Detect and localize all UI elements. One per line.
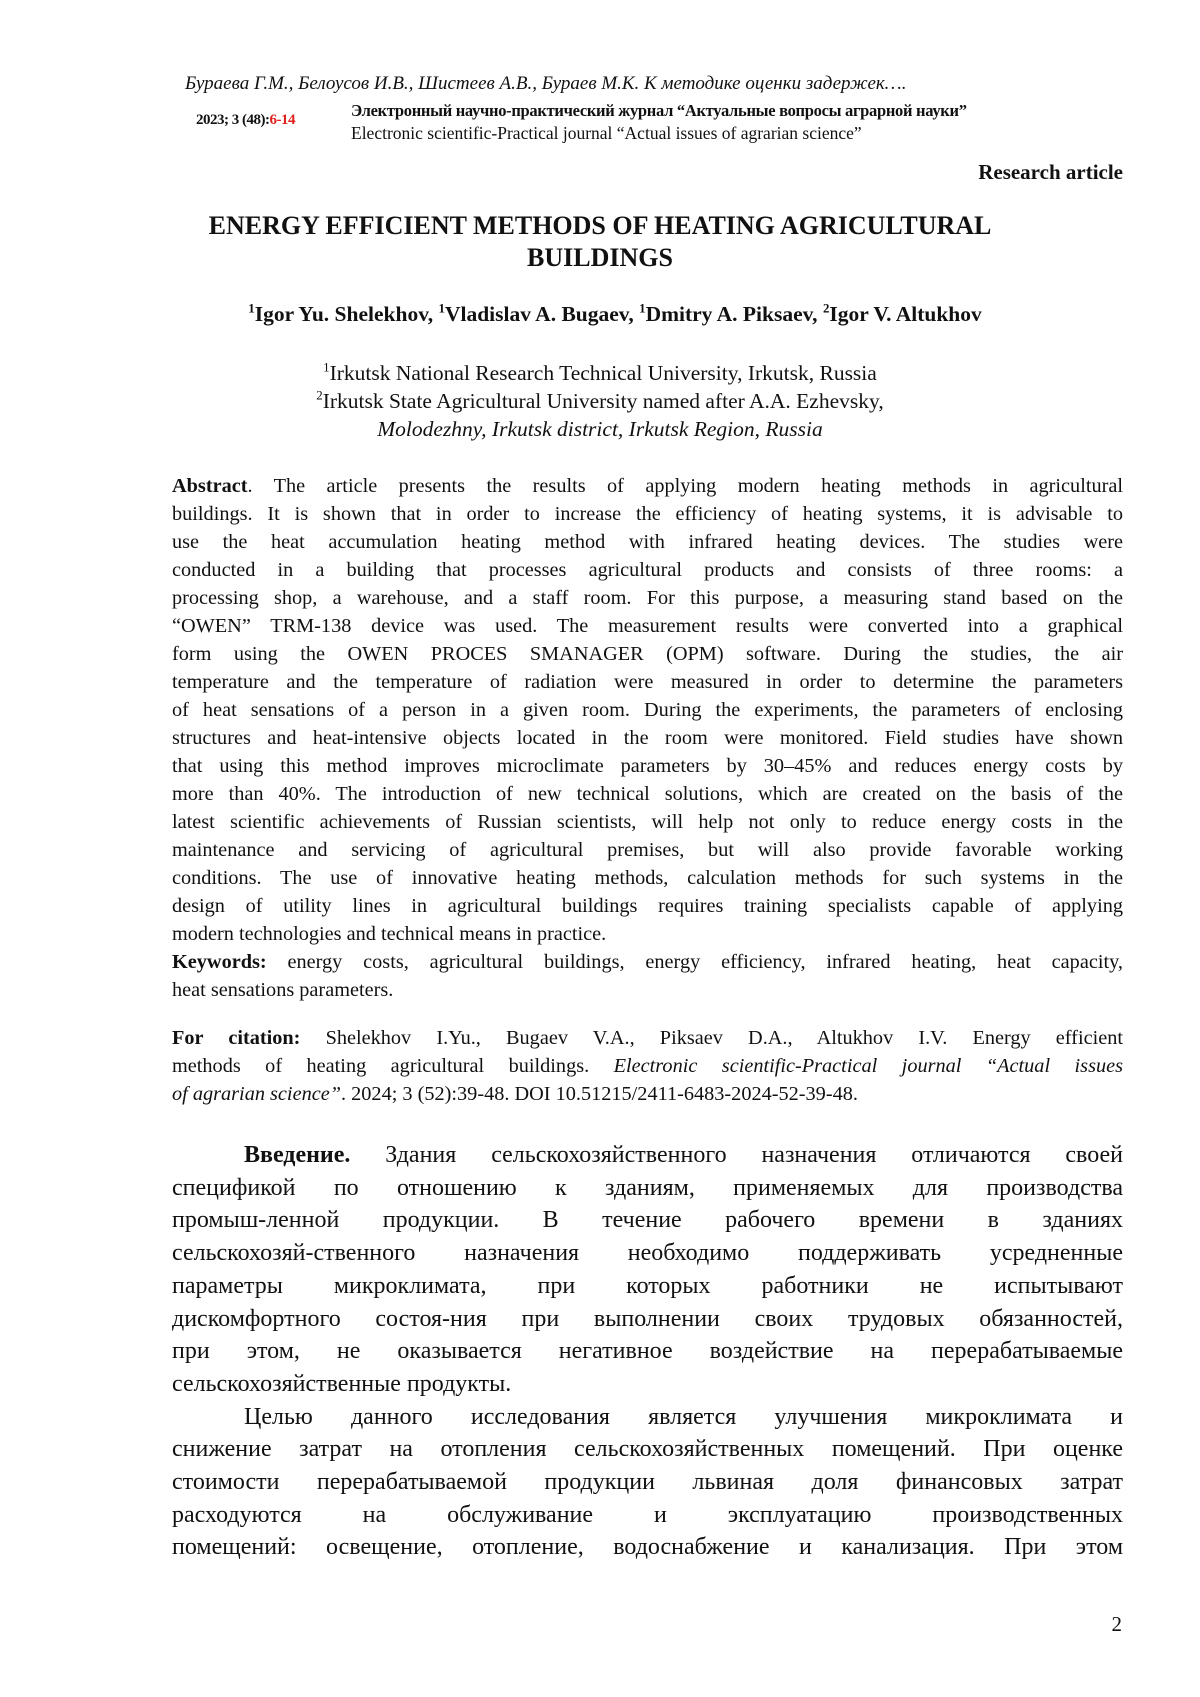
text-segment: . 2024; 3 (52):39-48. DOI 10.51215/2411-6483-2024-52-39-48. <box>341 1083 858 1105</box>
italic-text: of agrarian science” <box>172 1083 341 1105</box>
text-segment: use the heat accumulation heating method with infrared heating devices. The studies were <box>172 531 1123 553</box>
text-segment: стоимости перерабатываемой продукции львиная доля финансовых затрат <box>172 1469 1123 1495</box>
text-line <box>172 1433 1123 1466</box>
text-segment: buildings. It is shown that in order to increase the efficiency of heating systems, it is advisable to <box>172 503 1123 525</box>
author-name: Igor V. Altukhov <box>829 302 981 326</box>
text-segment: methods of heating agricultural buildings. <box>172 1055 614 1077</box>
text-line <box>172 976 1123 1004</box>
text-line <box>172 1466 1123 1499</box>
abstract <box>172 472 1123 1004</box>
text-line <box>172 1368 1123 1401</box>
text-line <box>172 1204 1123 1237</box>
text-line <box>172 696 1123 724</box>
author-affiliation-mark: 1 <box>248 302 254 316</box>
page-range: 6-14 <box>269 112 295 128</box>
author-name: Igor Yu. Shelekhov, <box>255 302 439 326</box>
text-line <box>172 724 1123 752</box>
text-line <box>172 1139 1123 1172</box>
affiliation-text: Molodezhny, Irkutsk district, Irkutsk Region, Russia <box>377 417 822 441</box>
text-segment: Здания сельскохозяйственного назначения отличаются своей <box>350 1142 1123 1168</box>
text-line <box>172 808 1123 836</box>
bold-text: For citation: <box>172 1027 300 1049</box>
affiliation-text: Irkutsk National Research Technical University, Irkutsk, Russia <box>330 361 877 385</box>
text-line <box>172 528 1123 556</box>
text-segment: при этом, не оказывается негативное воздействие на перерабатываемые <box>172 1338 1123 1364</box>
text-segment: that using this method improves microclimate parameters by 30–45% and reduces energy costs by <box>172 755 1123 777</box>
affiliations <box>0 359 1200 443</box>
issue-info <box>196 112 295 129</box>
text-segment: of heat sensations of a person in a given room. During the experiments, the parameters of enclosing <box>172 699 1123 721</box>
bold-text: Введение. <box>244 1142 350 1168</box>
text-line <box>172 1270 1123 1303</box>
title-line: BUILDINGS <box>0 242 1200 274</box>
author-name: Dmitry A. Piksaev, <box>646 302 823 326</box>
text-line <box>172 1080 1123 1108</box>
text-segment: помещений: освещение, отопление, водоснабжение и канализация. При этом <box>172 1534 1123 1560</box>
running-header-authors: Бураева Г.М., Белоусов И.В., Шистеев А.В., Бураев М.К. К методике оценки задержек…. <box>185 73 906 95</box>
text-line <box>172 1401 1123 1434</box>
text-segment: дискомфортного состоя-ния при выполнении своих трудовых обязанностей, <box>172 1306 1123 1332</box>
text-line <box>172 668 1123 696</box>
affiliation-line <box>0 359 1200 387</box>
article-title <box>0 210 1200 274</box>
text-line <box>172 752 1123 780</box>
text-segment: temperature and the temperature of radiation were measured in order to determine the parameters <box>172 671 1123 693</box>
text-line <box>172 1499 1123 1532</box>
bold-text: Keywords: <box>172 951 267 973</box>
text-segment: processing shop, a warehouse, and a staff room. For this purpose, a measuring stand based on the <box>172 587 1123 609</box>
page-number: 2 <box>1112 1612 1123 1637</box>
author-list <box>0 302 1200 327</box>
affiliation-mark: 1 <box>323 361 329 375</box>
text-segment: сельскохозяй-ственного назначения необходимо поддерживать усредненные <box>172 1240 1123 1266</box>
text-segment: параметры микроклимата, при которых работники не испытывают <box>172 1273 1123 1299</box>
citation <box>172 1024 1123 1108</box>
text-line <box>172 612 1123 640</box>
text-segment: Целью данного исследования является улучшения микроклимата и <box>244 1404 1123 1430</box>
text-segment: heat sensations parameters. <box>172 979 393 1001</box>
text-segment: more than 40%. The introduction of new technical solutions, which are created on the basis of the <box>172 783 1123 805</box>
author-affiliation-mark: 1 <box>439 302 445 316</box>
text-segment: modern technologies and technical means in practice. <box>172 923 606 945</box>
text-segment: conducted in a building that processes agricultural products and consists of three rooms: a <box>172 559 1123 581</box>
text-segment: maintenance and servicing of agricultural premises, but will also provide favorable working <box>172 839 1123 861</box>
text-segment: “OWEN” TRM-138 device was used. The measurement results were converted into a graphical <box>172 615 1123 637</box>
text-line <box>172 1052 1123 1080</box>
text-line <box>172 640 1123 668</box>
text-line <box>172 500 1123 528</box>
journal-title-ru: Электронный научно-практический журнал “Актуальные вопросы аграрной науки” <box>351 101 967 121</box>
text-line <box>172 892 1123 920</box>
text-line <box>172 584 1123 612</box>
text-line <box>172 780 1123 808</box>
text-line <box>172 920 1123 948</box>
text-segment: сельскохозяйственные продукты. <box>172 1371 511 1397</box>
journal-title-en: Electronic scientific-Practical journal “Actual issues of agrarian science” <box>351 123 862 144</box>
affiliation-line <box>0 415 1200 443</box>
text-segment: form using the OWEN PROCES SMANAGER (OPM) software. During the studies, the air <box>172 643 1123 665</box>
text-line <box>172 1335 1123 1368</box>
text-segment: design of utility lines in agricultural buildings requires training specialists capable of applying <box>172 895 1123 917</box>
text-segment: . <box>247 475 252 497</box>
text-line <box>172 1531 1123 1564</box>
text-line <box>172 836 1123 864</box>
author-affiliation-mark: 1 <box>639 302 645 316</box>
author-affiliation-mark: 2 <box>823 302 829 316</box>
text-segment: latest scientific achievements of Russian scientists, will help not only to reduce energy costs in the <box>172 811 1123 833</box>
text-line <box>172 948 1123 976</box>
bold-text: Abstract <box>172 475 247 497</box>
affiliation-mark: 2 <box>316 389 322 403</box>
text-line <box>172 1303 1123 1336</box>
text-line <box>172 556 1123 584</box>
author-name: Vladislav A. Bugaev, <box>445 302 639 326</box>
text-line <box>172 1237 1123 1270</box>
text-line <box>172 1172 1123 1205</box>
article-type: Research article <box>978 160 1123 185</box>
affiliation-text: Irkutsk State Agricultural University named after A.A. Ezhevsky, <box>323 389 884 413</box>
body-text <box>172 1139 1123 1564</box>
affiliation-line <box>0 387 1200 415</box>
text-line <box>172 864 1123 892</box>
text-segment: снижение затрат на отопления сельскохозяйственных помещений. При оценке <box>172 1436 1123 1462</box>
italic-text: Electronic scientific-Practical journal “Actual issues <box>614 1055 1123 1077</box>
text-segment: energy costs, agricultural buildings, energy efficiency, infrared heating, heat capacity, <box>267 951 1123 973</box>
text-segment: Shelekhov I.Yu., Bugaev V.A., Piksaev D.A., Altukhov I.V. Energy efficient <box>300 1027 1123 1049</box>
text-line <box>172 472 1123 500</box>
text-line <box>172 1024 1123 1052</box>
text-segment: промыш-ленной продукции. В течение рабочего времени в зданиях <box>172 1207 1123 1233</box>
text-segment: conditions. The use of innovative heating methods, calculation methods for such systems in the <box>172 867 1123 889</box>
text-segment: расходуются на обслуживание и эксплуатацию производственных <box>172 1502 1123 1528</box>
text-segment: The article presents the results of applying modern heating methods in agricultural <box>253 475 1123 497</box>
issue-number: 2023; 3 (48): <box>196 112 269 128</box>
text-segment: спецификой по отношению к зданиям, применяемых для производства <box>172 1175 1123 1201</box>
text-segment: structures and heat-intensive objects located in the room were monitored. Field studies have shown <box>172 727 1123 749</box>
title-line: ENERGY EFFICIENT METHODS OF HEATING AGRICULTURAL <box>0 210 1200 242</box>
